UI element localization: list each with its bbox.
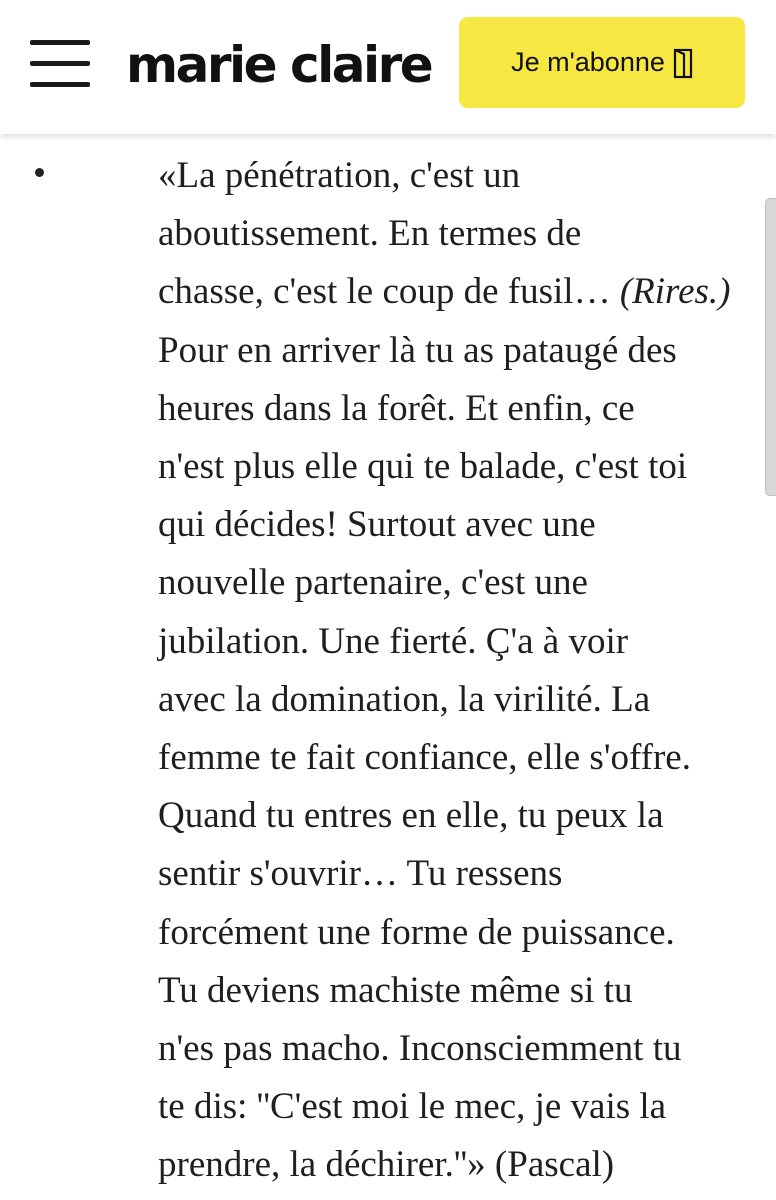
list-bullet bbox=[35, 168, 44, 177]
subscribe-button[interactable] bbox=[459, 17, 745, 108]
door-icon bbox=[673, 47, 693, 79]
subscribe-label: Je m'abonne bbox=[511, 47, 665, 77]
menu-bar bbox=[30, 61, 90, 66]
scrollbar-thumb[interactable] bbox=[765, 198, 776, 496]
quote-line: «La pénétration, c'est un bbox=[158, 155, 521, 196]
quote-line: heures dans la forêt. Et enfin, ce bbox=[158, 387, 635, 429]
menu-bar bbox=[30, 82, 90, 87]
quote-line: forcément une forme de puissance. bbox=[158, 911, 675, 953]
quote-line: Quand tu entres en elle, tu peux la bbox=[158, 795, 664, 837]
quote-line: chasse, c'est le coup de fusil… (Rires.) bbox=[158, 271, 731, 313]
menu-bar bbox=[30, 40, 90, 45]
article-quote bbox=[158, 147, 758, 1195]
quote-line: jubilation. Une fierté. Ç'a à voir bbox=[158, 620, 629, 662]
quote-line: prendre, la déchirer.''» (Pascal) bbox=[158, 1144, 615, 1186]
quote-line: avec la domination, la virilité. La bbox=[158, 678, 651, 720]
quote-line: te dis: ''C'est moi le mec, je vais la bbox=[158, 1086, 667, 1128]
quote-aside: (Rires.) bbox=[619, 271, 731, 313]
quote-line: aboutissement. En termes de bbox=[158, 213, 582, 255]
quote-line: qui décides! Surtout avec une bbox=[158, 504, 596, 546]
quote-line: femme te fait confiance, elle s'offre. bbox=[158, 737, 691, 779]
quote-line: n'es pas macho. Inconsciemment tu bbox=[158, 1028, 682, 1070]
quote-line: nouvelle partenaire, c'est une bbox=[158, 562, 588, 604]
site-header bbox=[0, 0, 776, 134]
quote-line: Tu deviens machiste même si tu bbox=[158, 969, 633, 1011]
quote-line: Pour en arriver là tu as pataugé des bbox=[158, 329, 677, 371]
quote-line: n'est plus elle qui te balade, c'est toi bbox=[158, 446, 688, 488]
quote-line: sentir s'ouvrir… Tu ressens bbox=[158, 853, 563, 895]
site-logo[interactable]: marie claire bbox=[126, 36, 432, 94]
menu-icon[interactable] bbox=[30, 40, 90, 88]
